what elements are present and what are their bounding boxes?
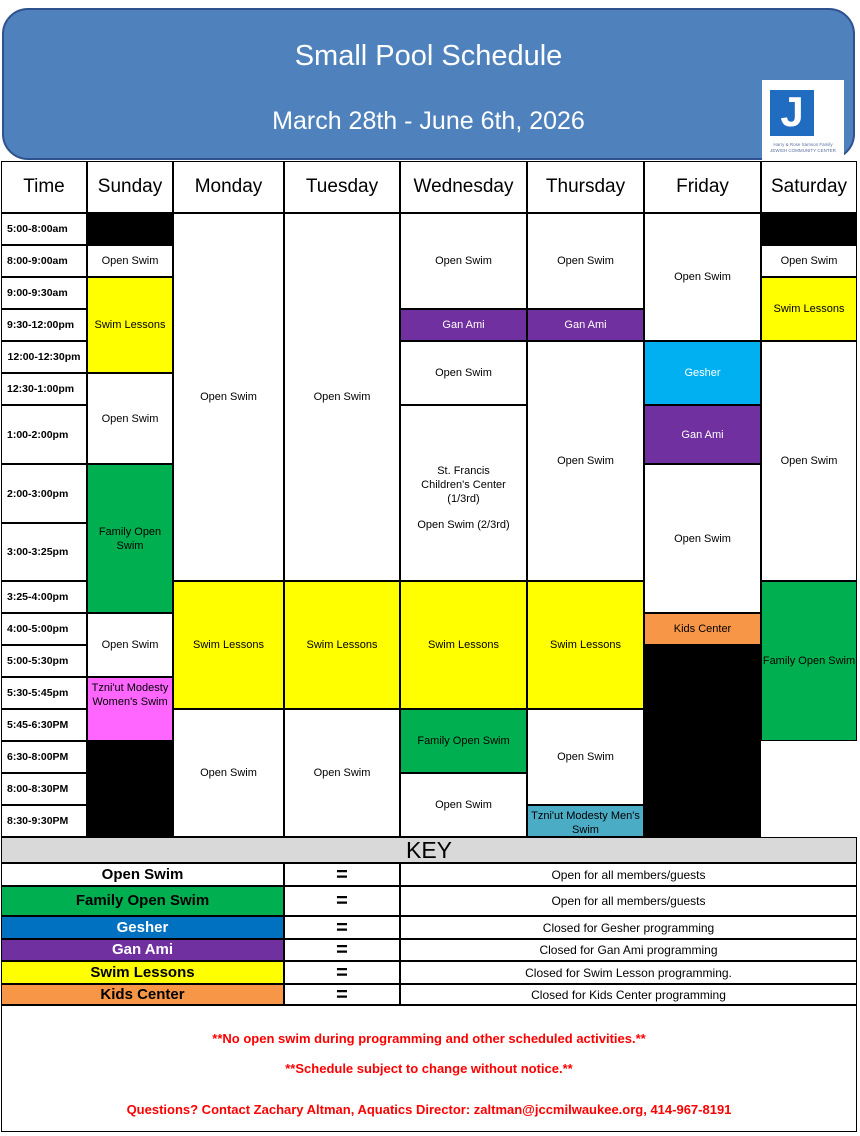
open-swim-block: Open Swim: [400, 341, 527, 405]
note-contact: Questions? Contact Zachary Altman, Aquatics Director: zaltman@jccmilwaukee.org, 414-967-8191: [126, 1102, 732, 1117]
open-swim-block: Open Swim: [400, 773, 527, 837]
col-header-sunday: Sunday: [87, 161, 173, 213]
time-label: 8:00-8:30PM: [1, 773, 87, 805]
family-open-swim-block: Family Open Swim: [761, 581, 857, 741]
time-label: 6:30-8:00PM: [1, 741, 87, 773]
gan-ami-block: Gan Ami: [644, 405, 761, 464]
col-header-time: Time: [1, 161, 87, 213]
equals-sign: =: [284, 939, 400, 961]
st-francis-block: [400, 405, 527, 581]
col-header-wednesday: Wednesday: [400, 161, 527, 213]
col-header-monday: Monday: [173, 161, 284, 213]
open-swim-block: Open Swim: [87, 373, 173, 464]
time-label: 5:00-5:30pm: [1, 645, 87, 677]
closed-block: [644, 645, 761, 837]
equals-sign: =: [284, 863, 400, 886]
key-desc: Closed for Gan Ami programming: [400, 939, 857, 961]
open-swim-block: Open Swim: [284, 213, 400, 581]
closed-block: [87, 213, 173, 245]
time-label: 2:00-3:00pm: [1, 464, 87, 523]
key-name-swim-lessons: Swim Lessons: [1, 961, 284, 984]
key-desc: Closed for Kids Center programming: [400, 984, 857, 1006]
swim-lessons-block: Swim Lessons: [173, 581, 284, 709]
gesher-block: Gesher: [644, 341, 761, 405]
key-desc: Closed for Swim Lesson programming.: [400, 961, 857, 984]
st-francis-open-label: Open Swim (2/3rd): [417, 519, 510, 531]
key-name-kids-center: Kids Center: [1, 984, 284, 1006]
key-name-gan-ami: Gan Ami: [1, 939, 284, 961]
logo-letter: J: [780, 88, 804, 135]
closed-block: [761, 213, 857, 245]
open-swim-block: Open Swim: [87, 613, 173, 677]
open-swim-block: Open Swim: [761, 245, 857, 277]
tzniut-men-block: Tzni'ut Modesty Men's Swim: [527, 805, 644, 837]
family-open-swim-block: Family Open Swim: [400, 709, 527, 773]
open-swim-block: Open Swim: [400, 213, 527, 309]
equals-sign: =: [284, 886, 400, 916]
time-label: 12:30-1:00pm: [1, 373, 87, 405]
time-label: 12:00-12:30pm: [1, 341, 87, 373]
time-label: 3:00-3:25pm: [1, 523, 87, 581]
swim-lessons-block: Swim Lessons: [87, 277, 173, 373]
col-header-saturday: Saturday: [761, 161, 857, 213]
page-title: Small Pool Schedule: [294, 40, 563, 72]
equals-sign: =: [284, 984, 400, 1006]
open-swim-block: Open Swim: [87, 245, 173, 277]
logo-line-1: Harry & Rose Samson Family: [773, 142, 833, 147]
open-swim-block: Open Swim: [527, 213, 644, 309]
open-swim-block: Open Swim: [761, 341, 857, 581]
st-francis-label: St. Francis Children's Center (1/3rd): [421, 465, 506, 505]
swim-lessons-block: Swim Lessons: [527, 581, 644, 709]
time-label: 1:00-2:00pm: [1, 405, 87, 464]
family-open-swim-block: Family Open Swim: [87, 464, 173, 613]
key-desc: Open for all members/guests: [400, 863, 857, 886]
key-title: KEY: [1, 837, 857, 863]
time-label: 9:00-9:30am: [1, 277, 87, 309]
note-schedule-change: **Schedule subject to change without notice.**: [285, 1061, 573, 1076]
open-swim-block: Open Swim: [284, 709, 400, 837]
closed-block: [87, 741, 173, 837]
gan-ami-block: Gan Ami: [527, 309, 644, 341]
time-label: 5:30-5:45pm: [1, 677, 87, 709]
open-swim-block: Open Swim: [644, 464, 761, 613]
time-label: 4:00-5:00pm: [1, 613, 87, 645]
time-label: 9:30-12:00pm: [1, 309, 87, 341]
date-range: March 28th - June 6th, 2026: [272, 107, 585, 135]
col-header-friday: Friday: [644, 161, 761, 213]
logo-line-2: JEWISH COMMUNITY CENTER: [770, 148, 836, 153]
time-label: 8:30-9:30PM: [1, 805, 87, 837]
time-label: 5:45-6:30PM: [1, 709, 87, 741]
open-swim-block: Open Swim: [527, 709, 644, 805]
note-programming: **No open swim during programming and other scheduled activities.**: [212, 1031, 646, 1046]
col-header-tuesday: Tuesday: [284, 161, 400, 213]
key-desc: Open for all members/guests: [400, 886, 857, 916]
open-swim-block: Open Swim: [527, 341, 644, 581]
time-label: 8:00-9:00am: [1, 245, 87, 277]
empty-block: [761, 741, 857, 837]
swim-lessons-block: Swim Lessons: [284, 581, 400, 709]
swim-lessons-block: Swim Lessons: [761, 277, 857, 341]
kids-center-block: Kids Center: [644, 613, 761, 645]
open-swim-block: Open Swim: [644, 213, 761, 341]
equals-sign: =: [284, 916, 400, 939]
open-swim-block: Open Swim: [173, 709, 284, 837]
swim-lessons-block: Swim Lessons: [400, 581, 527, 709]
key-desc: Closed for Gesher programming: [400, 916, 857, 939]
key-name-gesher: Gesher: [1, 916, 284, 939]
key-name-family-open-swim: Family Open Swim: [1, 886, 284, 916]
time-label: 5:00-8:00am: [1, 213, 87, 245]
col-header-thursday: Thursday: [527, 161, 644, 213]
open-swim-block: Open Swim: [173, 213, 284, 581]
key-name-open-swim: Open Swim: [1, 863, 284, 886]
gan-ami-block: Gan Ami: [400, 309, 527, 341]
tzniut-women-block: Tzni'ut Modesty Women's Swim: [87, 677, 173, 741]
equals-sign: =: [284, 961, 400, 984]
time-label: 3:25-4:00pm: [1, 581, 87, 613]
